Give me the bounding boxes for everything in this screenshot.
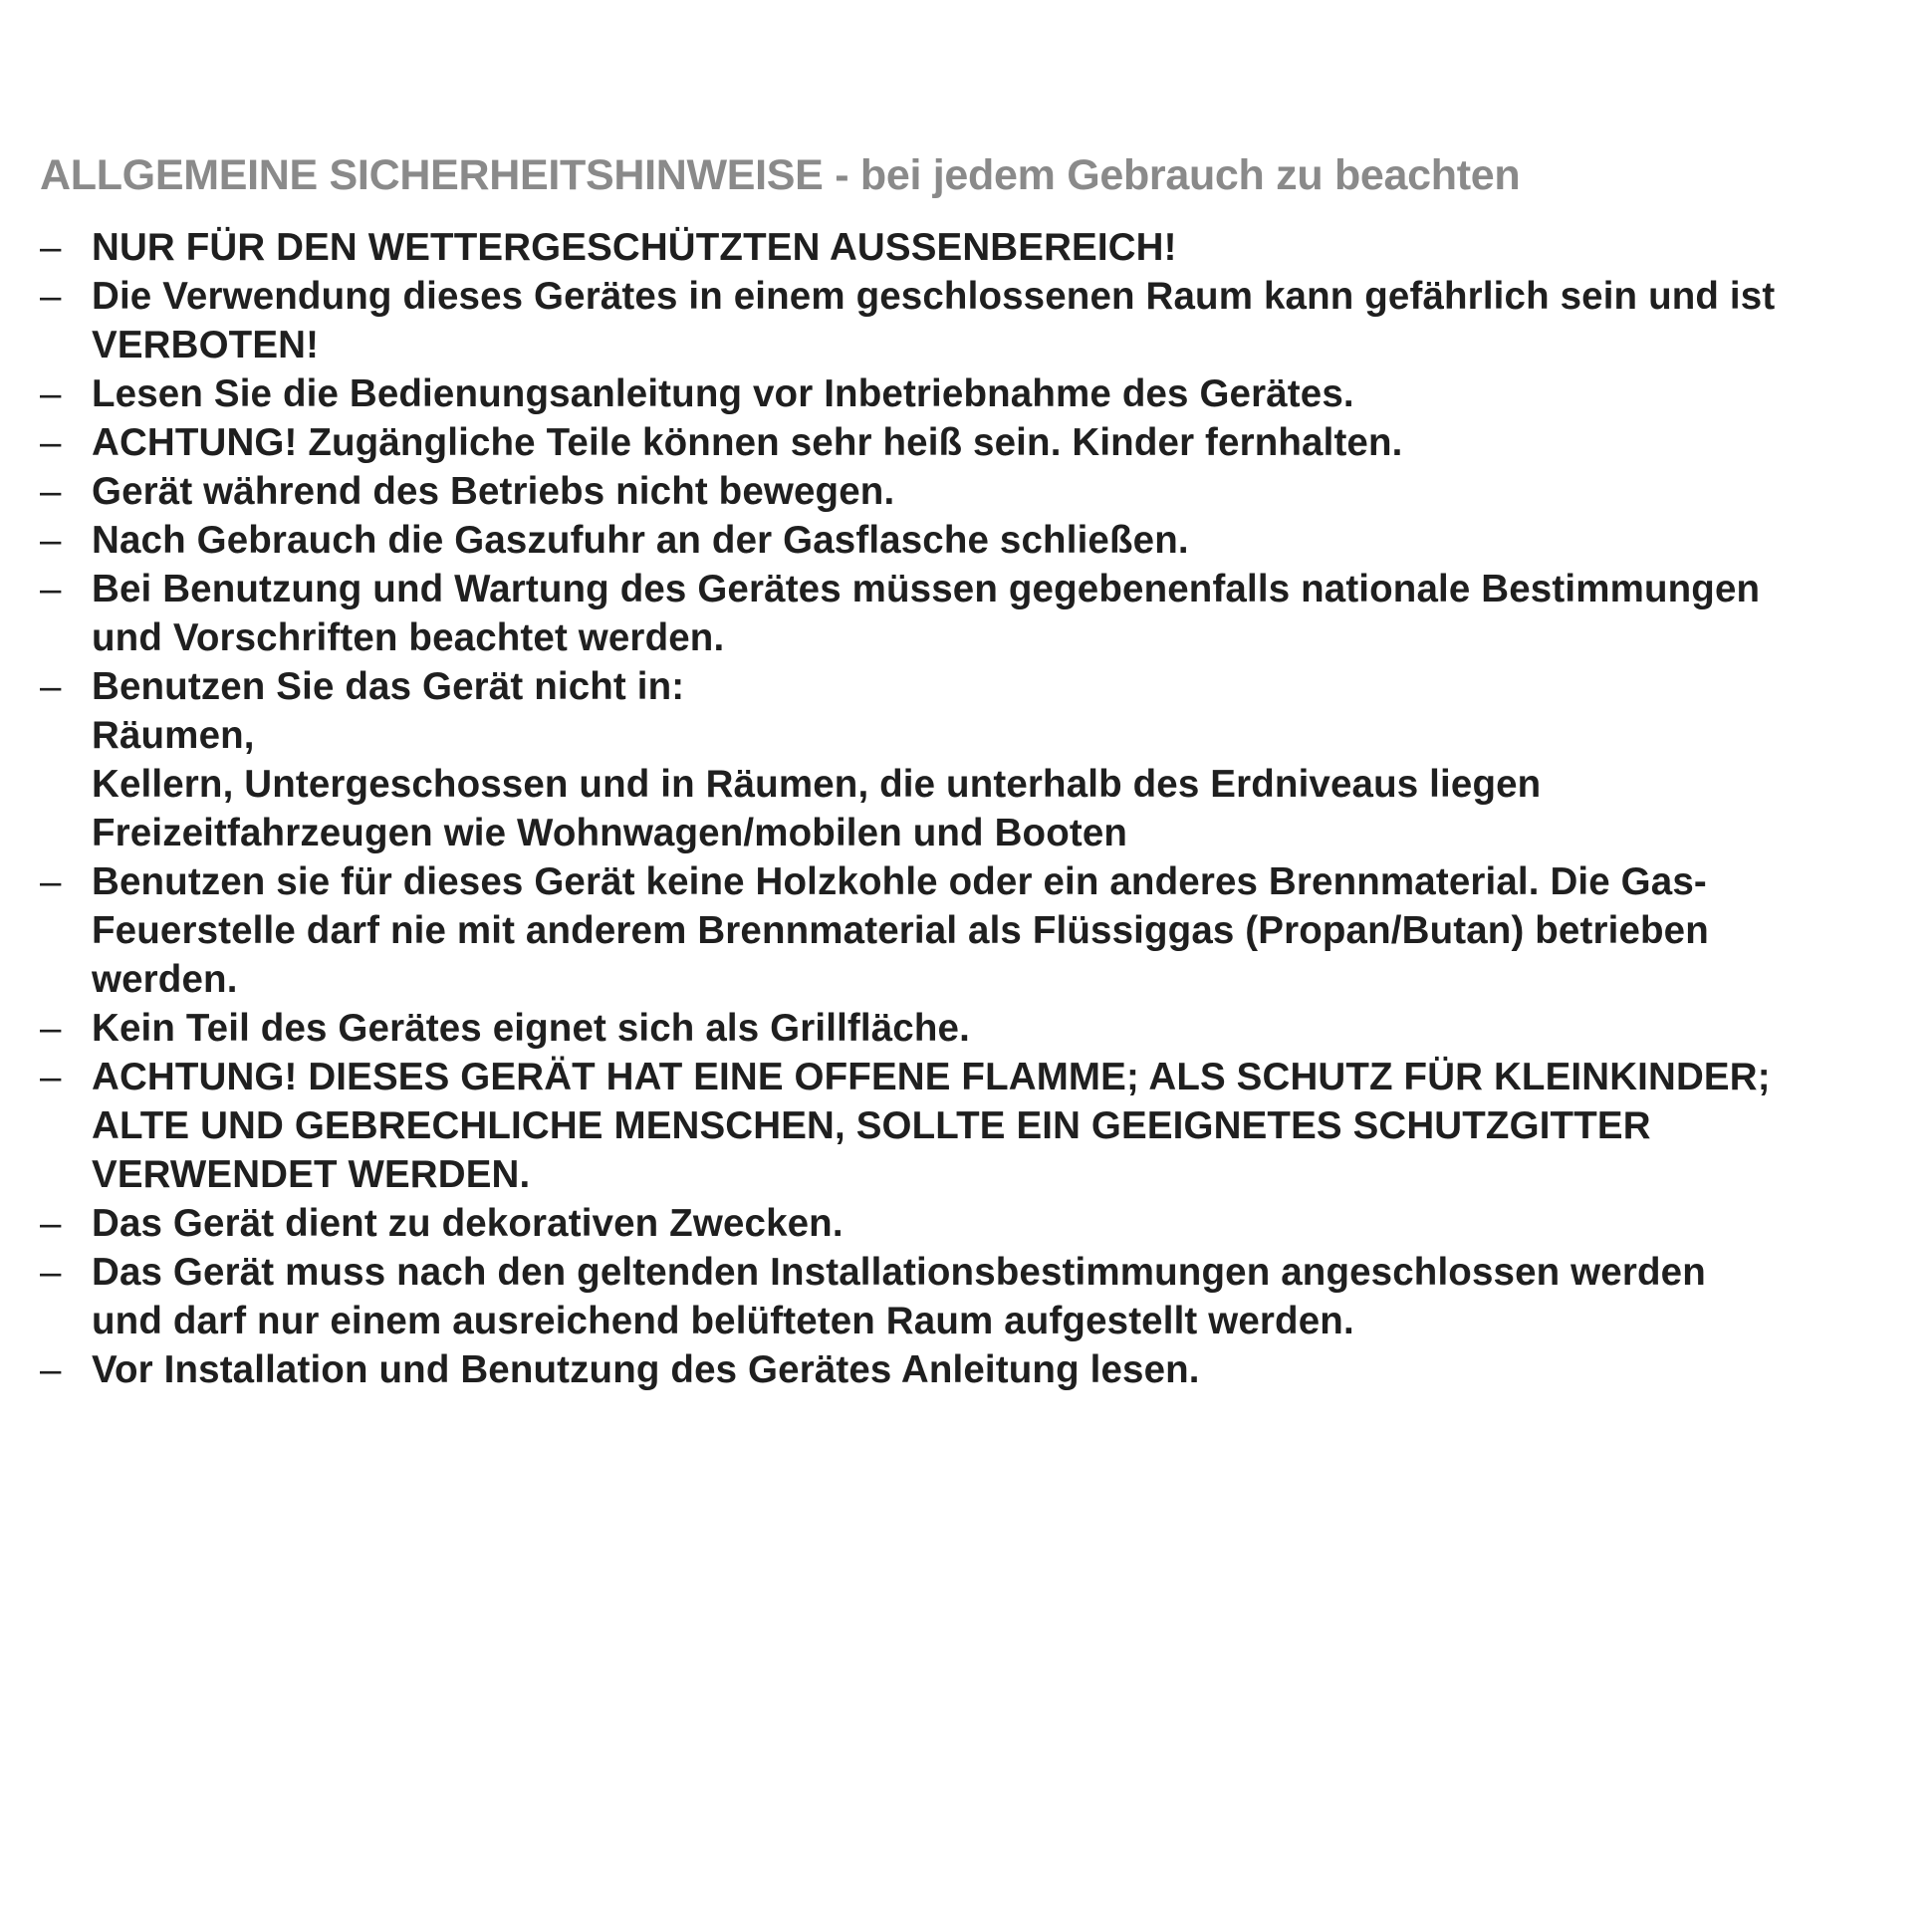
list-item-text-line: Die Verwendung dieses Gerätes in einem geschlossenen Raum kann gefährlich sein und ist (92, 275, 1776, 318)
bullet-dash: – (40, 372, 62, 415)
list-item (40, 1199, 1912, 1248)
safety-heading (40, 147, 1912, 203)
list-item (40, 565, 1912, 662)
list-item-text-line: Bei Benutzung und Wartung des Gerätes müssen gegebenenfalls nationale Bestimmungen (92, 568, 1761, 610)
heading-main: ALLGEMEINE SICHERHEITSHINWEISE (40, 151, 824, 199)
list-item-text-line: VERBOTEN! (92, 324, 320, 366)
list-item-text-line: Räumen, (92, 714, 255, 757)
safety-instructions-list (40, 223, 1912, 1394)
bullet-dash: – (40, 421, 62, 464)
list-item (40, 857, 1912, 1004)
list-item-text-line: Kein Teil des Gerätes eignet sich als Grillfläche. (92, 1007, 970, 1050)
bullet-dash: – (40, 470, 62, 513)
list-item (40, 418, 1912, 467)
bullet-dash: – (40, 665, 62, 708)
bullet-dash: – (40, 1202, 62, 1245)
bullet-dash: – (40, 519, 62, 562)
list-item (40, 1053, 1912, 1199)
bullet-dash: – (40, 860, 62, 903)
list-item-text-line: VERWENDET WERDEN. (92, 1153, 531, 1196)
bullet-dash: – (40, 568, 62, 610)
bullet-dash: – (40, 275, 62, 318)
list-item (40, 369, 1912, 418)
list-item-text-line: Benutzen Sie das Gerät nicht in: (92, 665, 685, 708)
list-item-text-line: Nach Gebrauch die Gaszufuhr an der Gasflasche schließen. (92, 519, 1189, 562)
list-item-text-line: Vor Installation und Benutzung des Gerätes Anleitung lesen. (92, 1348, 1200, 1391)
safety-notice-document (40, 147, 1912, 1394)
list-item (40, 467, 1912, 516)
list-item-text-line: ALTE UND GEBRECHLICHE MENSCHEN, SOLLTE EIN GEEIGNETES SCHUTZGITTER (92, 1104, 1651, 1147)
bullet-dash: – (40, 226, 62, 269)
list-item-text-line: und darf nur einem ausreichend belüfteten Raum aufgestellt werden. (92, 1300, 1354, 1342)
list-item-text-line: Benutzen sie für dieses Gerät keine Holzkohle oder ein anderes Brennmaterial. Die Gas- (92, 860, 1707, 903)
list-item (40, 516, 1912, 565)
list-item (40, 1248, 1912, 1345)
list-item (40, 1345, 1912, 1394)
list-item-text-line: ACHTUNG! DIESES GERÄT HAT EINE OFFENE FLAMME; ALS SCHUTZ FÜR KLEINKINDER; (92, 1056, 1771, 1098)
list-item (40, 223, 1912, 272)
bullet-dash: – (40, 1007, 62, 1050)
list-item (40, 662, 1912, 857)
list-item-text-line: Feuerstelle darf nie mit anderem Brennmaterial als Flüssiggas (Propan/Butan) betrieben (92, 909, 1709, 952)
list-item-text-line: Das Gerät dient zu dekorativen Zwecken. (92, 1202, 844, 1245)
list-item-text-line: NUR FÜR DEN WETTERGESCHÜTZTEN AUSSENBEREICH! (92, 226, 1177, 269)
list-item-text-line: ACHTUNG! Zugängliche Teile können sehr heiß sein. Kinder fernhalten. (92, 421, 1403, 464)
heading-suffix: - bei jedem Gebrauch zu beachten (823, 151, 1521, 199)
list-item-text-line: Lesen Sie die Bedienungsanleitung vor Inbetriebnahme des Gerätes. (92, 372, 1354, 415)
bullet-dash: – (40, 1056, 62, 1098)
list-item-text-line: Kellern, Untergeschossen und in Räumen, die unterhalb des Erdniveaus liegen (92, 763, 1542, 806)
bullet-dash: – (40, 1348, 62, 1391)
list-item-text-line: Freizeitfahrzeugen wie Wohnwagen/mobilen und Booten (92, 812, 1128, 854)
list-item (40, 1004, 1912, 1053)
list-item-text-line: und Vorschriften beachtet werden. (92, 616, 725, 659)
bullet-dash: – (40, 1251, 62, 1294)
list-item-text-line: Gerät während des Betriebs nicht bewegen. (92, 470, 895, 513)
list-item-text-line: Das Gerät muss nach den geltenden Installationsbestimmungen angeschlossen werden (92, 1251, 1706, 1294)
list-item-text-line: werden. (92, 958, 238, 1001)
list-item (40, 272, 1912, 369)
